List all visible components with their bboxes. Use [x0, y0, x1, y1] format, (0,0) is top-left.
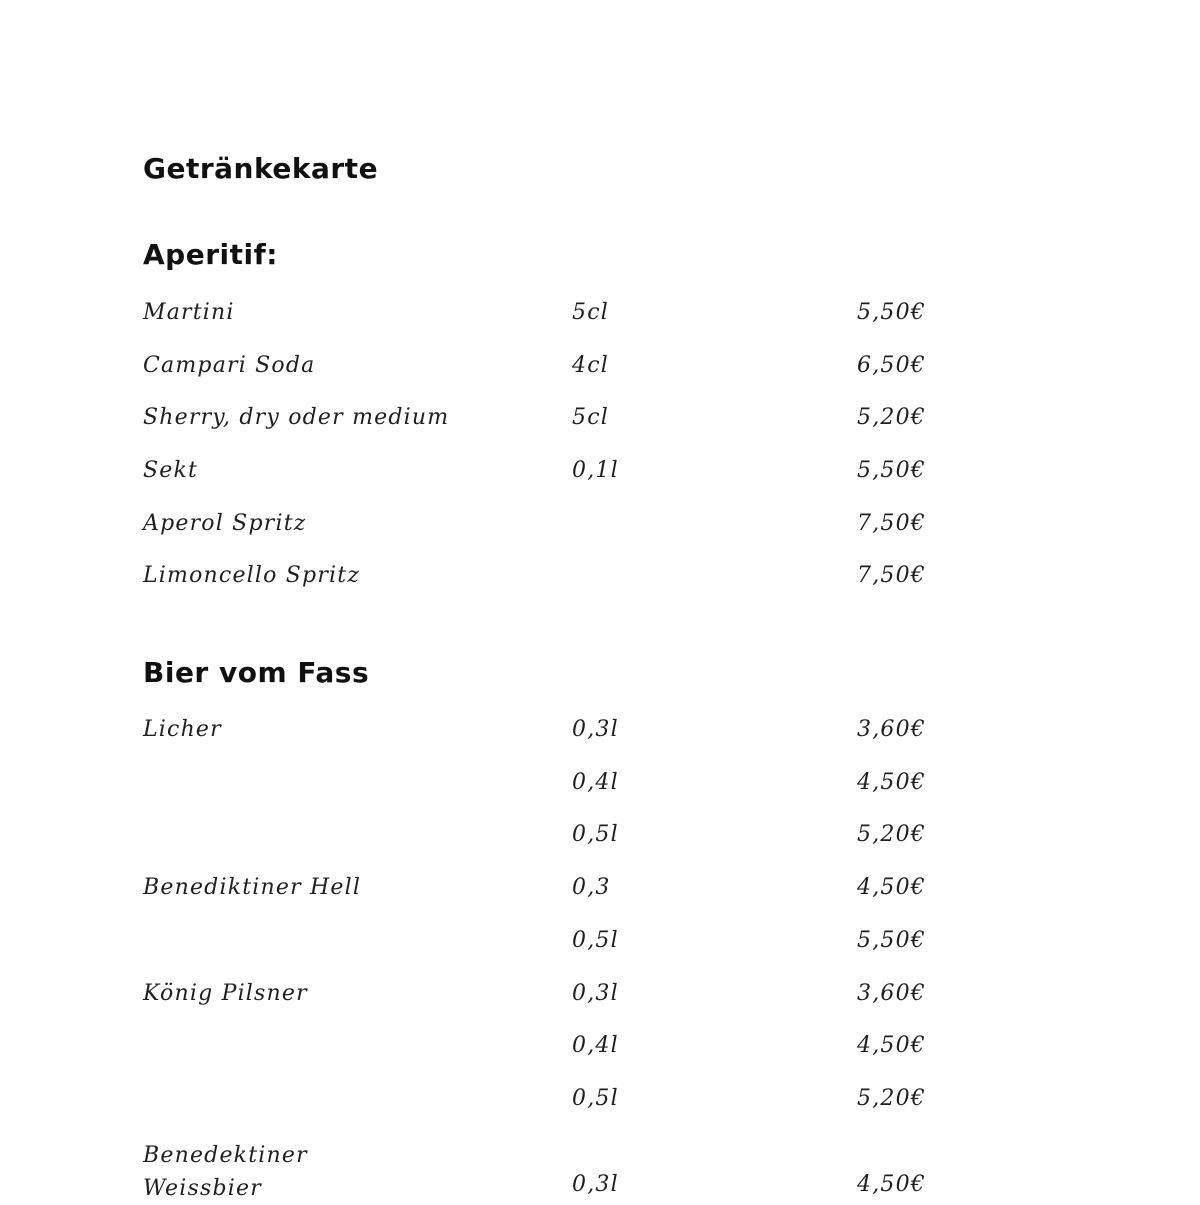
item-price: 3,60€	[857, 981, 926, 1006]
menu-row	[0, 981, 1200, 1021]
item-price: 5,20€	[857, 1086, 926, 1111]
item-volume: 0,1l	[572, 458, 619, 483]
menu-row	[0, 1033, 1200, 1073]
item-name: Sekt	[143, 458, 199, 483]
item-volume: 0,3l	[572, 1172, 619, 1197]
item-name: Licher	[143, 717, 222, 742]
item-name: Campari Soda	[143, 353, 316, 378]
page-title: Getränkekarte	[143, 152, 379, 185]
item-price: 3,60€	[857, 717, 926, 742]
menu-row	[0, 563, 1200, 603]
menu-row	[0, 353, 1200, 393]
item-price: 5,20€	[857, 405, 926, 430]
item-volume: 0,4l	[572, 1033, 619, 1058]
item-price: 5,50€	[857, 458, 926, 483]
item-volume: 0,3l	[572, 717, 619, 742]
item-volume: 0,5l	[572, 822, 619, 847]
item-name: König Pilsner	[143, 981, 308, 1006]
item-name: Aperol Spritz	[143, 511, 307, 536]
item-price: 4,50€	[857, 875, 926, 900]
item-name: Benedektiner Weissbier	[143, 1143, 308, 1201]
menu-row	[0, 300, 1200, 340]
item-price: 4,50€	[857, 1172, 926, 1197]
item-price: 7,50€	[857, 563, 926, 588]
menu-row	[0, 717, 1200, 757]
menu-row	[0, 405, 1200, 445]
item-volume: 5cl	[572, 300, 609, 325]
item-price: 7,50€	[857, 511, 926, 536]
menu-row	[0, 1139, 1200, 1199]
menu-row	[0, 770, 1200, 810]
item-price: 5,20€	[857, 822, 926, 847]
menu-row	[0, 458, 1200, 498]
menu-row	[0, 928, 1200, 968]
item-name: Limoncello Spritz	[143, 563, 361, 588]
section-heading-bier-vom-fass: Bier vom Fass	[143, 656, 370, 689]
section-heading-aperitif: Aperitif:	[143, 238, 278, 271]
item-volume: 4cl	[572, 353, 609, 378]
item-price: 5,50€	[857, 928, 926, 953]
item-name: Benediktiner Hell	[143, 875, 362, 900]
menu-row	[0, 875, 1200, 915]
menu-row	[0, 511, 1200, 551]
item-name: Sherry, dry oder medium	[143, 405, 450, 430]
item-volume: 0,5l	[572, 1086, 619, 1111]
item-price: 6,50€	[857, 353, 926, 378]
item-price: 4,50€	[857, 770, 926, 795]
item-volume: 0,4l	[572, 770, 619, 795]
item-volume: 5cl	[572, 405, 609, 430]
item-volume: 0,5l	[572, 928, 619, 953]
menu-row	[0, 1086, 1200, 1126]
item-price: 5,50€	[857, 300, 926, 325]
item-volume: 0,3l	[572, 981, 619, 1006]
item-name: Martini	[143, 300, 235, 325]
menu-row	[0, 822, 1200, 862]
item-volume: 0,3	[572, 875, 611, 900]
item-price: 4,50€	[857, 1033, 926, 1058]
